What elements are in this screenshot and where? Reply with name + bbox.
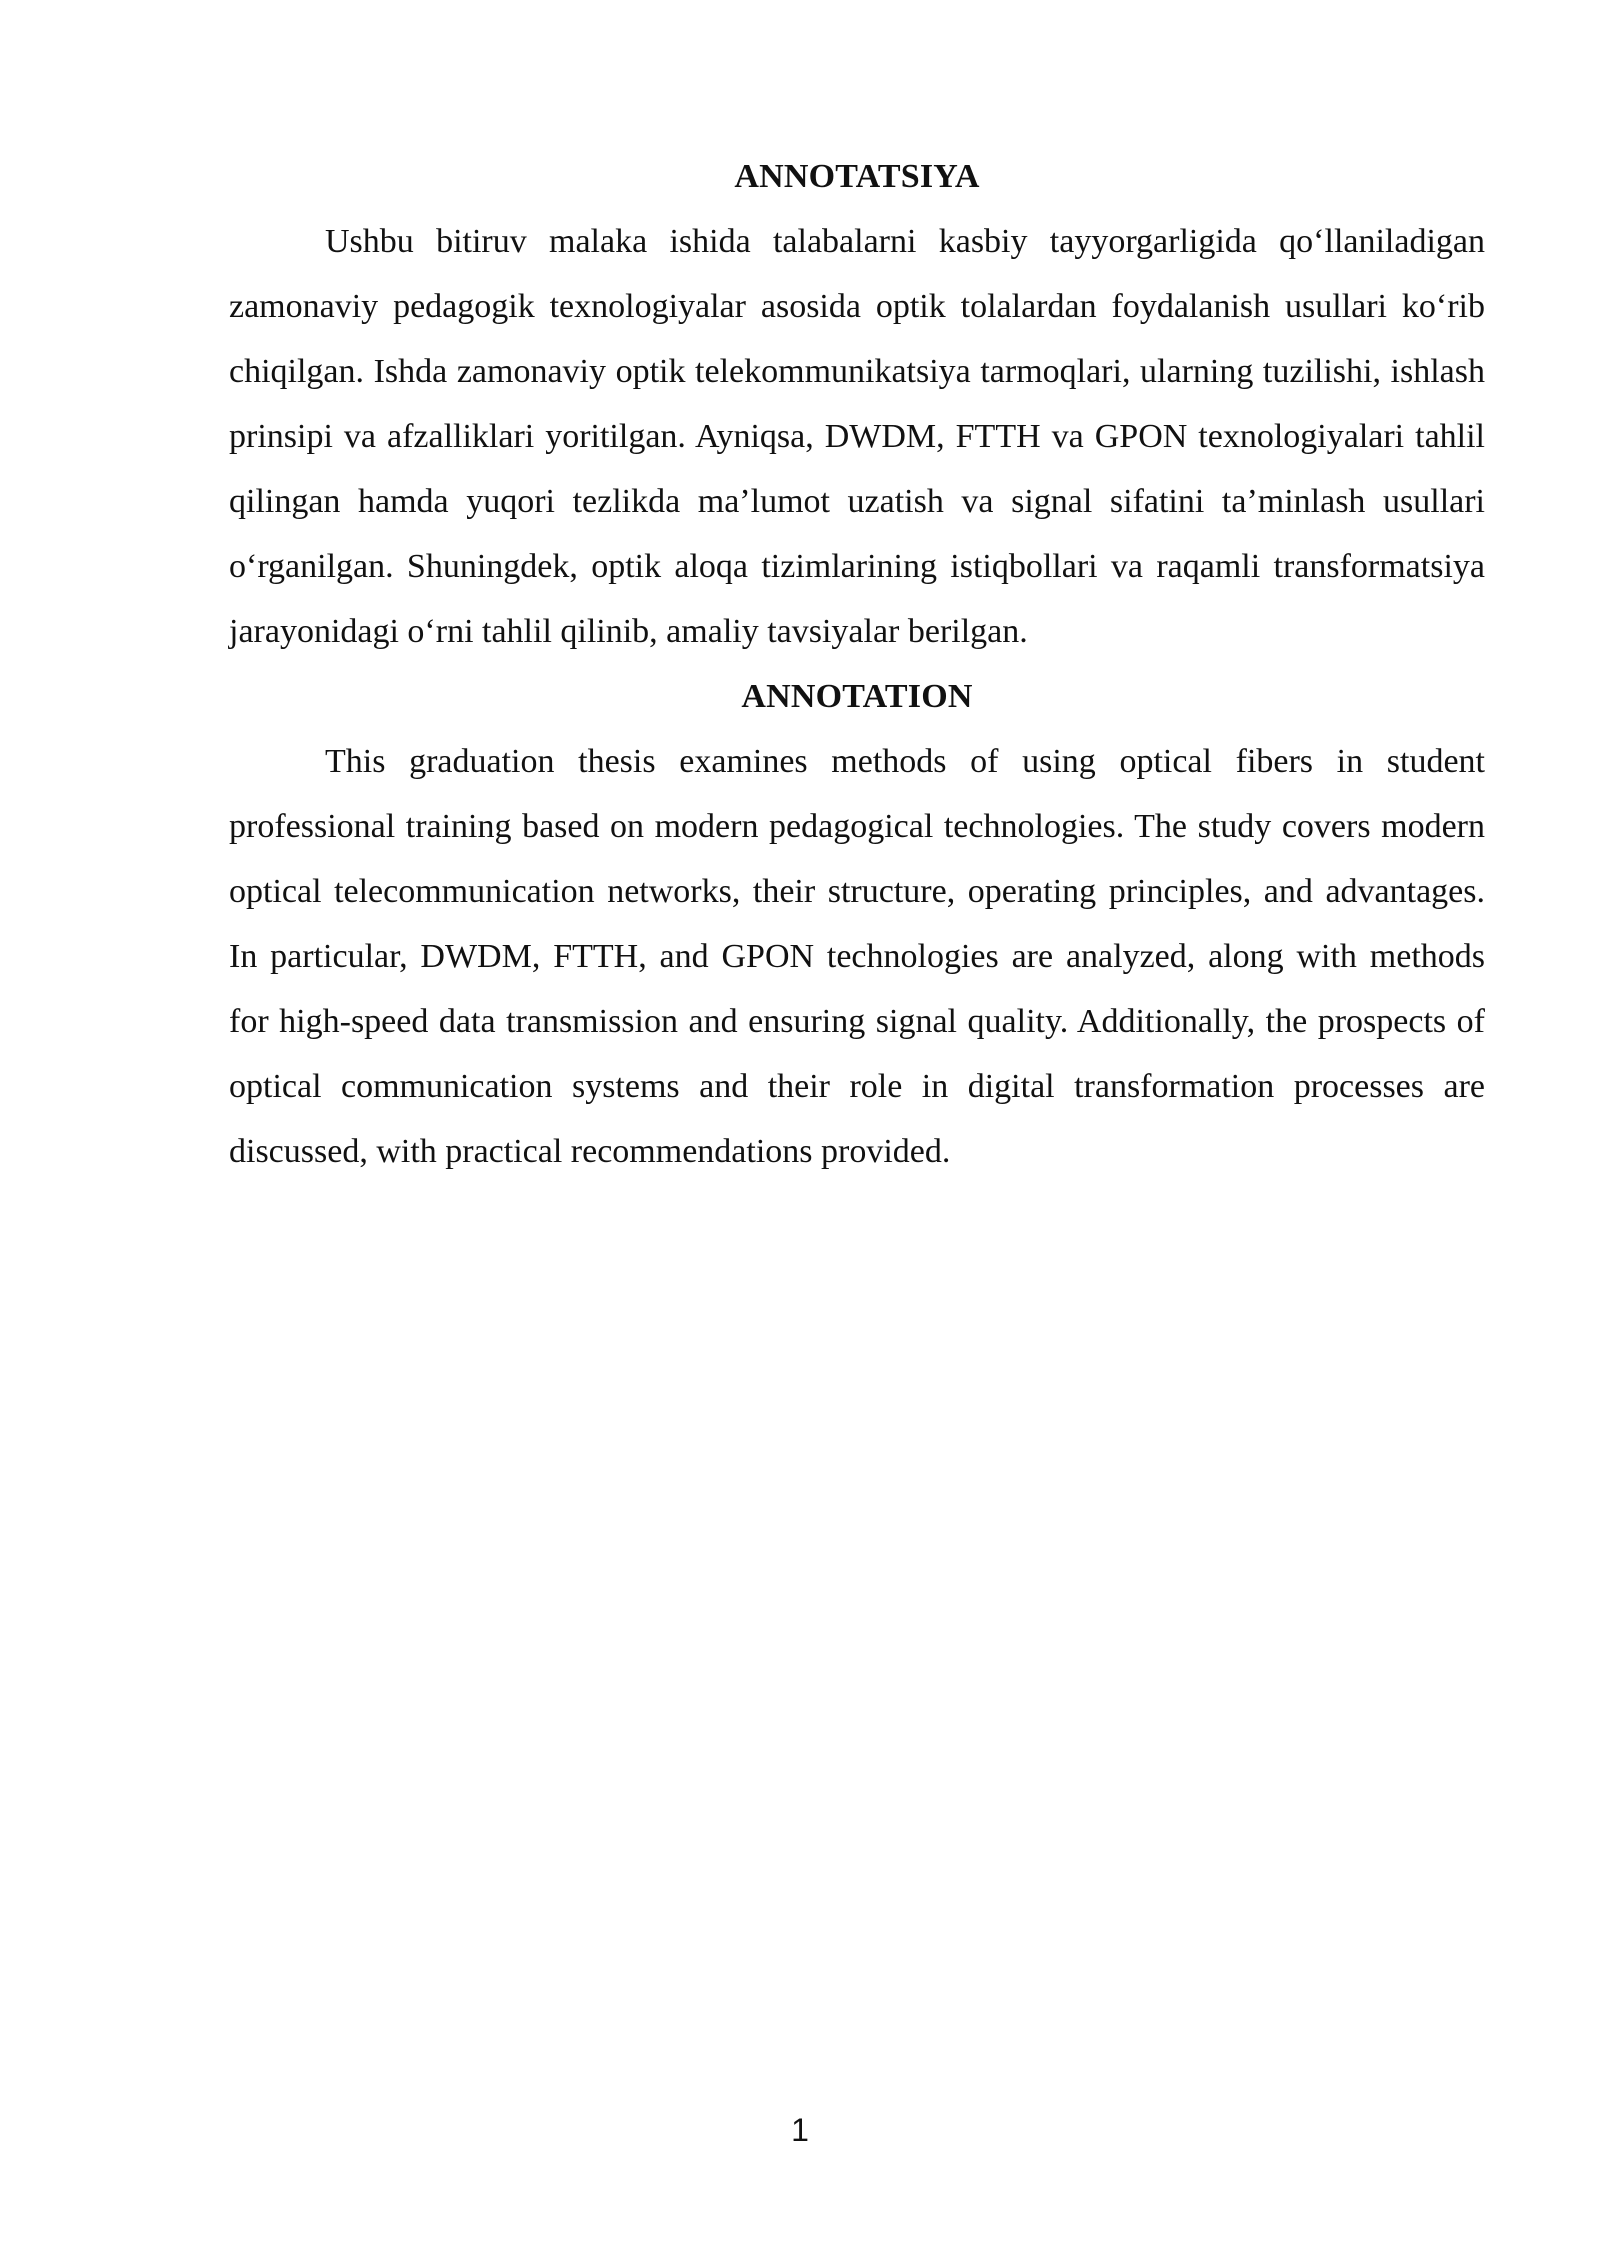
annotation-english-heading: ANNOTATION (741, 678, 973, 715)
annotation-uzbek-section (229, 144, 1485, 664)
annotation-uzbek-heading: ANNOTATSIYA (734, 158, 980, 195)
page-number: 1 (791, 2112, 809, 2148)
annotation-english-paragraph: This graduation thesis examines methods of using optical fibers in student professional training based on modern pedagogical technologies. The study covers modern optical telecommunication networks, their structure, operating principles, and advantages. In particular, DWDM, FTTH, and GPON technologies are analyzed, along with methods for high-speed data transmission and ensuring signal quality. Additionally, the prospects of optical communication systems and their role in digital transformation processes are discussed, with practical recommendations provided. (229, 743, 1485, 1170)
annotation-english-section (229, 664, 1485, 1184)
page-content (229, 144, 1485, 1184)
annotation-uzbek-paragraph: Ushbu bitiruv malaka ishida talabalarni kasbiy tayyorgarligida qo‘llaniladigan zamonaviy pedagogik texnologiyalar asosida optik tolalardan foydalanish usullari ko‘rib chiqilgan. Ishda zamonaviy optik telekommunikatsiya tarmoqlari, ularning tuzilishi, ishlash prinsipi va afzalliklari yoritilgan. Ayniqsa, DWDM, FTTH va GPON texnologiyalari tahlil qilingan hamda yuqori tezlikda ma’lumot uzatish va signal sifatini ta’minlash usullari o‘rganilgan. Shuningdek, optik aloqa tizimlarining istiqbollari va raqamli transformatsiya jarayonidagi o‘rni tahlil qilinib, amaliy tavsiyalar berilgan. (229, 223, 1485, 650)
